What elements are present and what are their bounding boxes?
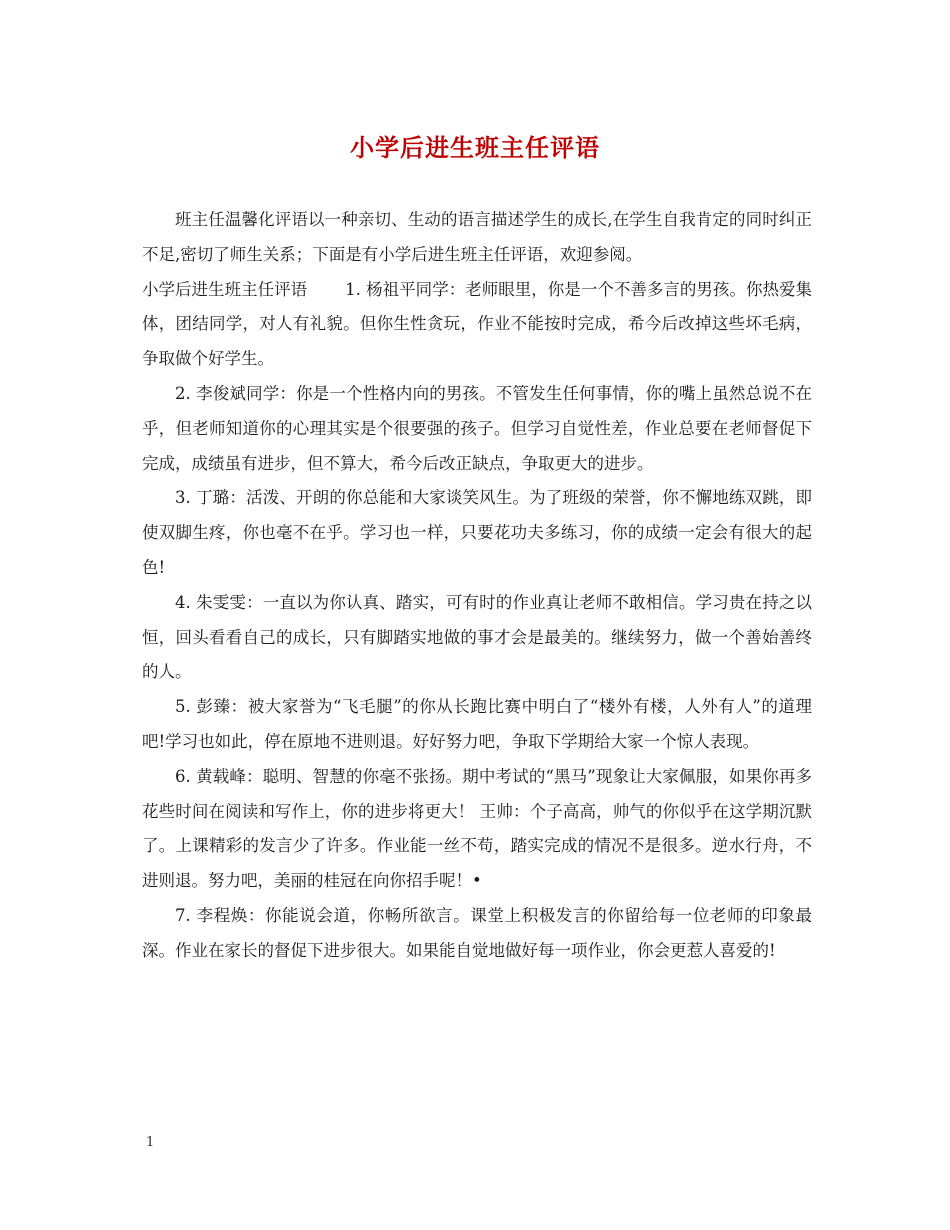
entry-5: 5. 彭臻：被大家誉为“飞毛腿”的你从长跑比赛中明白了“楼外有楼，人外有人”的道理吧!学习也如此，停在原地不进则退。好好努力吧，争取下学期给大家一个惊人表现。 — [142, 697, 812, 751]
entry-4: 4. 朱雯雯：一直以为你认真、踏实，可有时的作业真让老师不敢相信。学习贵在持之以恒，回头看看自己的成长，只有脚踏实地做的事才会是最美的。继续努力，做一个善始善终的人。 — [142, 592, 812, 682]
subheading-text: 小学后进生班主任评语 — [142, 279, 308, 299]
document-title: 小学后进生班主任评语 — [350, 133, 600, 162]
entry-6: 6. 黄载峰：聪明、智慧的你毫不张扬。期中考试的“黑马”现象让大家佩服，如果你再多花些时间在阅读和写作上，你的进步将更大！ 王帅：个子高高，帅气的你似乎在这学期沉默了。上课精彩的发言少了许多。作业能一丝不苟，踏实完成的情况不是很多。逆水行舟，不进则退。努力吧，美丽的桂冠在向你招手呢！• — [142, 766, 812, 891]
intro-paragraph: 班主任温馨化评语以一种亲切、生动的语言描述学生的成长,在学生自我肯定的同时纠正不足,密切了师生关系；下面是有小学后进生班主任评语，欢迎参阅。 — [142, 210, 812, 264]
page-number: 1 — [146, 1135, 155, 1150]
document-body — [142, 203, 812, 969]
entry-2: 2. 李俊斌同学：你是一个性格内向的男孩。不管发生任何事情，你的嘴上虽然总说不在乎，但老师知道你的心理其实是个很要强的孩子。但学习自觉性差，作业总要在老师督促下完成，成绩虽有进步，但不算大，希今后改正缺点，争取更大的进步。 — [142, 383, 812, 473]
subheading-paragraph — [142, 273, 812, 377]
entry-1: 1. 杨祖平同学：老师眼里，你是一个不善多言的男孩。你热爱集体，团结同学，对人有礼貌。但你生性贪玩，作业不能按时完成，希今后改掉这些坏毛病，争取做个好学生。 — [142, 279, 812, 369]
entry-7: 7. 李程焕：你能说会道，你畅所欲言。课堂上积极发言的你留给每一位老师的印象最深。作业在家长的督促下进步很大。如果能自觉地做好每一项作业，你会更惹人喜爱的! — [142, 905, 812, 960]
entry-3: 3. 丁璐：活泼、开朗的你总能和大家谈笑风生。为了班级的荣誉，你不懈地练双跳，即使双脚生疼，你也毫不在乎。学习也一样，只要花功夫多练习，你的成绩一定会有很大的起色! — [142, 488, 812, 577]
